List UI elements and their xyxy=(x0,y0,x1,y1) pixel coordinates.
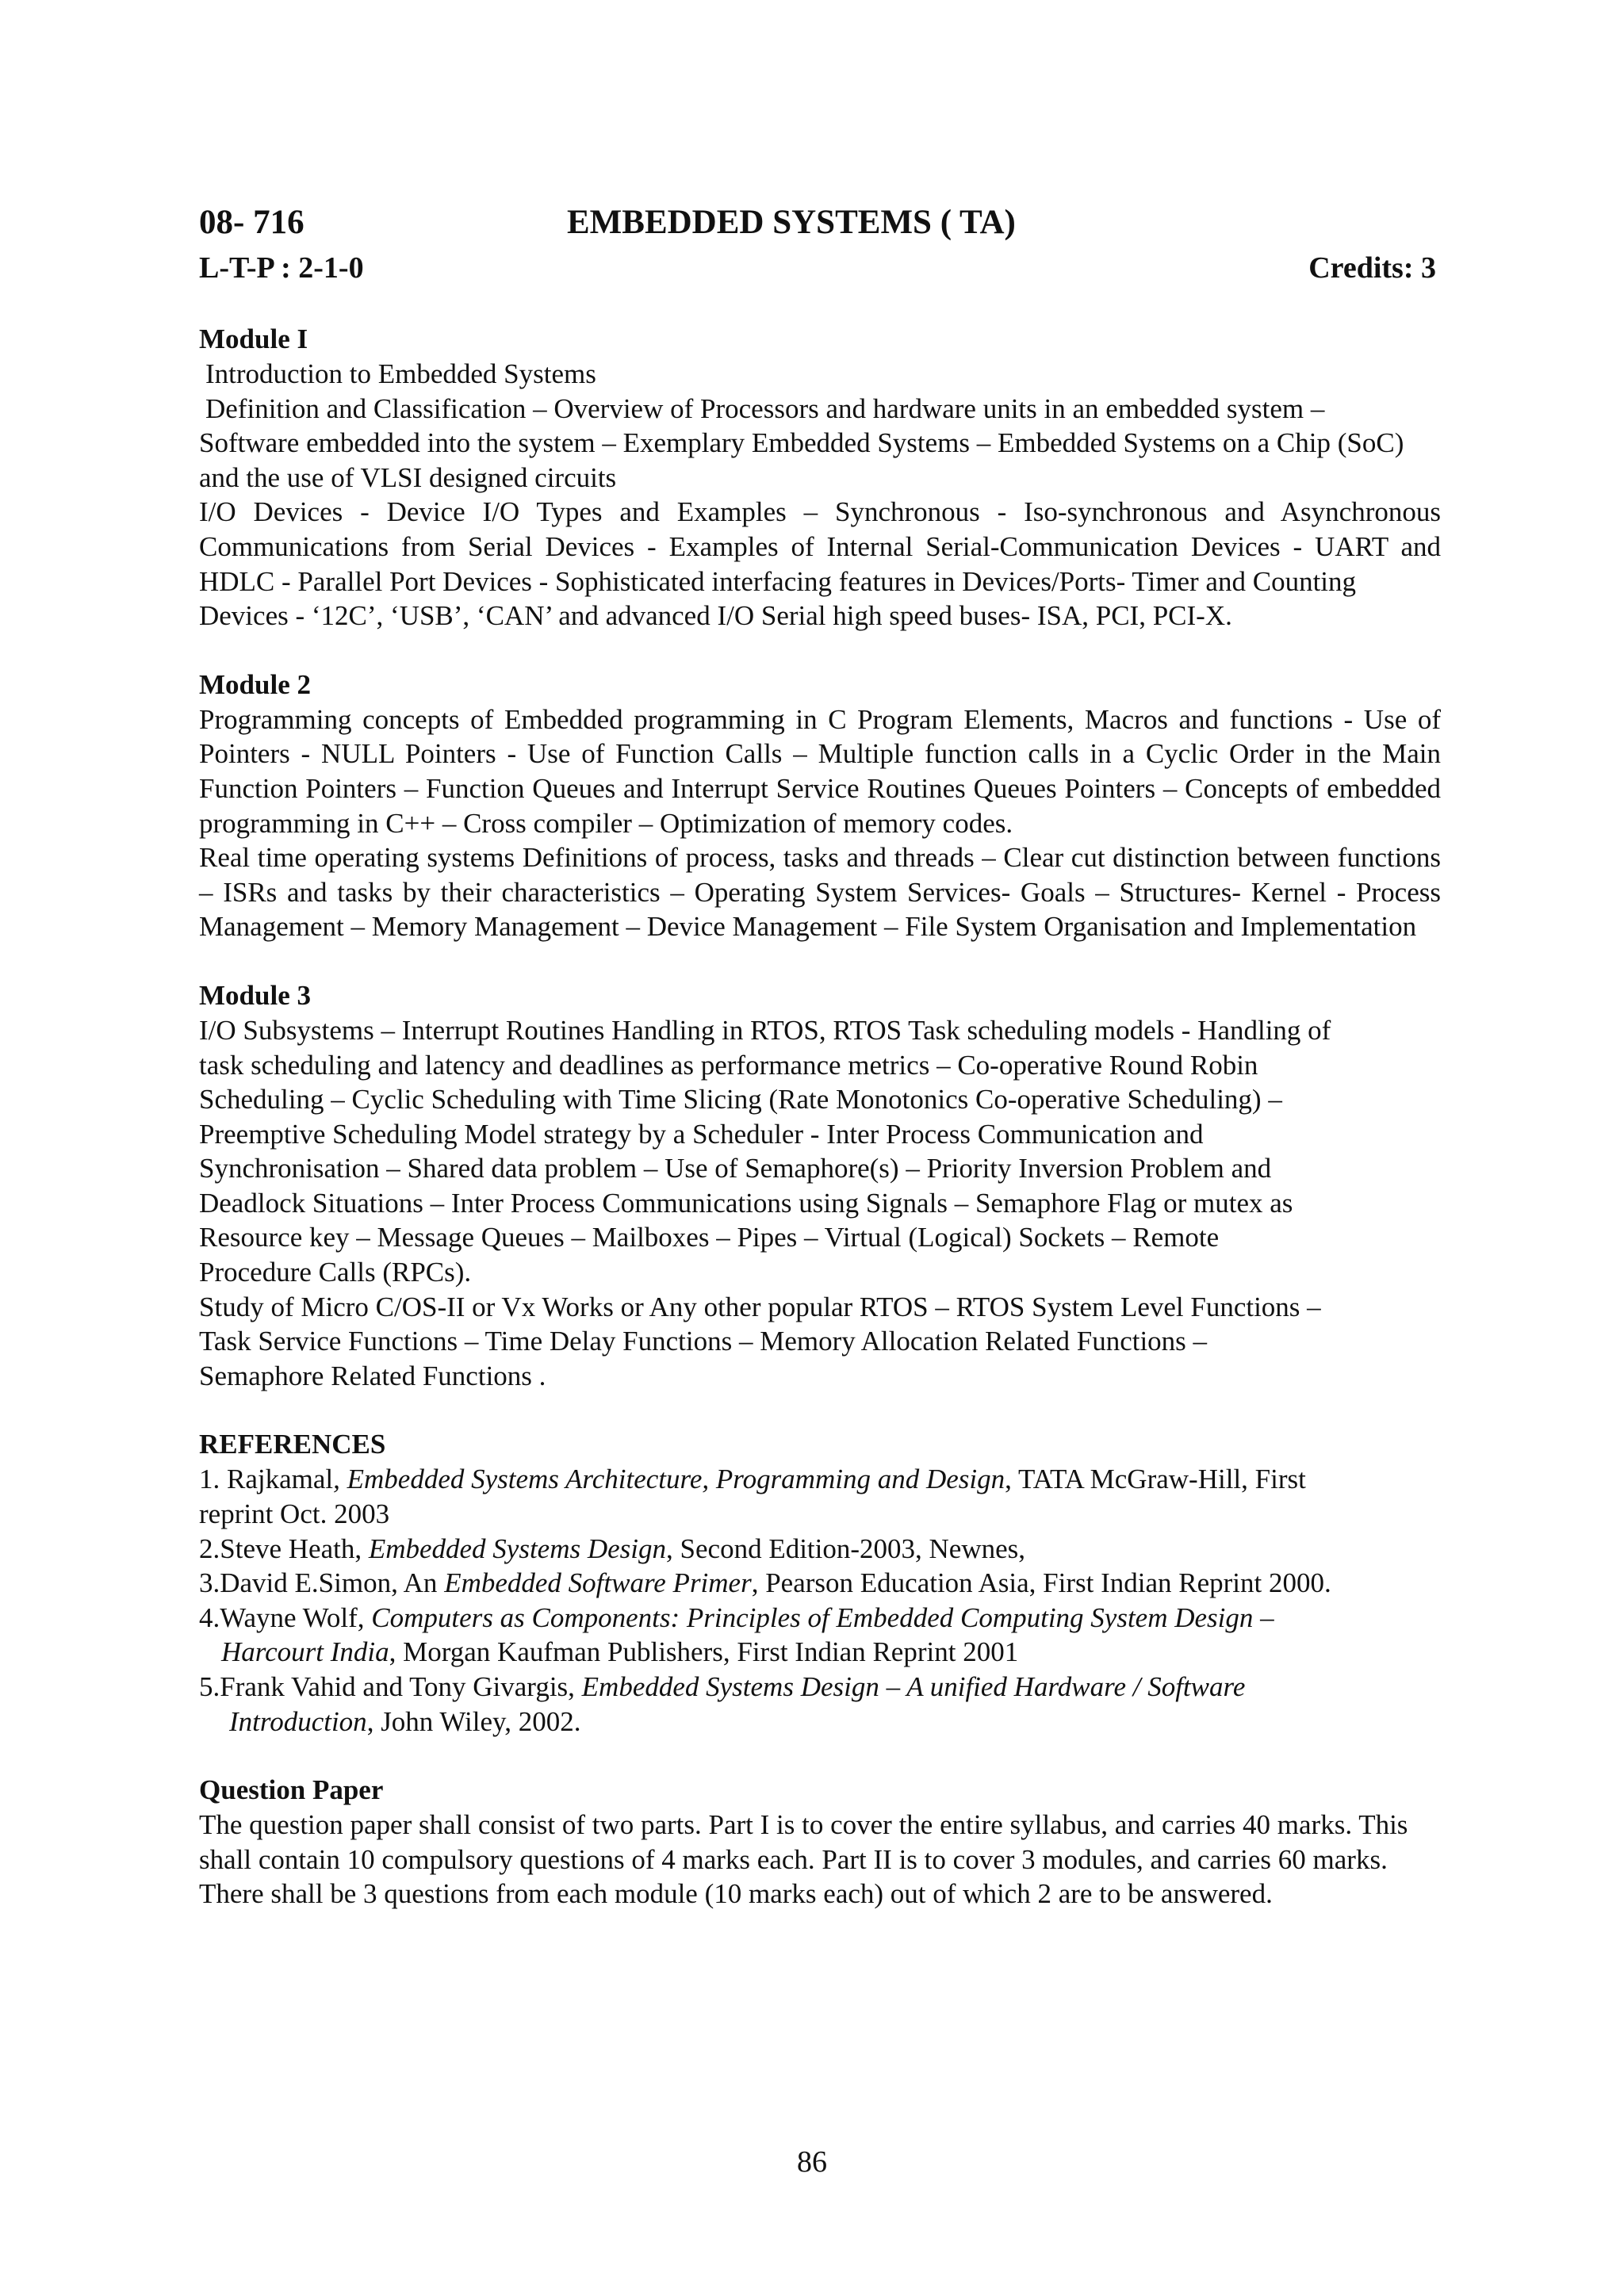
module-3-line: Resource key – Message Queues – Mailboxes – Pipes – Virtual (Logical) Sockets – Remote xyxy=(199,1222,1220,1253)
reference-title: , Embedded Systems Architecture, Programming and Design xyxy=(333,1464,1005,1495)
reference-title: Embedded Software Primer xyxy=(444,1567,752,1599)
reference-item xyxy=(199,1532,1441,1567)
reference-title: Embedded Systems Design xyxy=(368,1533,667,1564)
question-paper-text: The question paper shall consist of two parts. Part I is to cover the entire syllabus, and carries 40 marks. This shall contain 10 compulsory questions of 4 marks each. Part II is to cover 3 modules, and carries 60 marks. There shall be 3 questions from each module (10 marks each) out of which 2 are to be answered. xyxy=(199,1809,1408,1910)
module-3-line: Procedure Calls (RPCs). xyxy=(199,1257,472,1288)
reference-item xyxy=(199,1601,1441,1636)
question-paper xyxy=(199,1773,1441,1911)
module-3-line: Scheduling – Cyclic Scheduling with Time Slicing (Rate Monotonics Co-operative Scheduling) – xyxy=(199,1084,1282,1115)
reference-item xyxy=(199,1462,1441,1497)
module-3 xyxy=(199,978,1441,1394)
reference-author: 5.Frank Vahid and Tony Givargis, xyxy=(199,1671,582,1702)
page-number: 86 xyxy=(797,2145,827,2179)
module-2 xyxy=(199,668,1441,944)
ltp-row xyxy=(199,247,1441,289)
course-code: 08- 716 xyxy=(199,204,304,241)
module-3-line: Study of Micro C/OS-II or Vx Works or Any other popular RTOS – RTOS System Level Functions – xyxy=(199,1291,1321,1322)
reference-title: Embedded Systems Design – A unified Hardware / Software xyxy=(581,1671,1246,1702)
references-heading: REFERENCES xyxy=(199,1429,386,1460)
reference-continuation xyxy=(199,1635,1441,1670)
reference-author: 2.Steve Heath, xyxy=(199,1533,369,1564)
module-3-heading: Module 3 xyxy=(199,979,311,1011)
reference-author: 4.Wayne Wolf, xyxy=(199,1601,372,1633)
references xyxy=(199,1427,1441,1739)
module-3-line: task scheduling and latency and deadlines as performance metrics – Co-operative Round Robin xyxy=(199,1049,1258,1081)
module-3-line: Preemptive Scheduling Model strategy by a Scheduler - Inter Process Communication and xyxy=(199,1118,1204,1150)
module-2-paragraph: Programming concepts of Embedded programming in C Program Elements, Macros and functions - Use of Pointers - NULL Pointers - Use of Function Calls – Multiple function calls in a Cyclic Order in the Main Function Pointers – Function Queues and Interrupt Service Routines Queues Pointers – Concepts of embedded programming in C++ – Cross compiler – Optimization of memory codes. xyxy=(199,703,1441,839)
reference-publisher: , TATA McGraw-Hill, First xyxy=(1005,1464,1306,1495)
credits-label: Credits: 3 xyxy=(1308,251,1436,285)
reference-item xyxy=(199,1670,1441,1705)
reference-title: Computers as Components: Principles of Embedded Computing System Design – xyxy=(371,1601,1274,1633)
reference-continuation xyxy=(199,1705,1441,1739)
reference-author: 1. Rajkamal xyxy=(199,1464,334,1495)
reference-item xyxy=(199,1566,1441,1601)
reference-title: Harcourt India xyxy=(221,1636,389,1668)
reference-publisher: , Pearson Education Asia, First Indian Reprint 2000. xyxy=(751,1567,1331,1599)
reference-publisher: , Morgan Kaufman Publishers, First Indian Reprint 2001 xyxy=(389,1636,1019,1668)
module-1-line: Introduction to Embedded Systems xyxy=(205,358,596,389)
module-3-line: Task Service Functions – Time Delay Functions – Memory Allocation Related Functions – xyxy=(199,1326,1208,1357)
reference-author: 3.David E.Simon, An xyxy=(199,1567,445,1599)
module-3-line: Deadlock Situations – Inter Process Communications using Signals – Semaphore Flag or mutex as xyxy=(199,1187,1293,1219)
module-3-line: Semaphore Related Functions . xyxy=(199,1360,546,1391)
reference-continuation: reprint Oct. 2003 xyxy=(199,1498,390,1530)
reference-publisher: , John Wiley, 2002. xyxy=(366,1705,581,1737)
module-3-line: Synchronisation – Shared data problem – Use of Semaphore(s) – Priority Inversion Problem and xyxy=(199,1153,1272,1184)
ltp-label: L-T-P : 2-1-0 xyxy=(199,251,364,285)
reference-title: Introduction xyxy=(229,1705,367,1737)
module-2-paragraph: Real time operating systems Definitions of process, tasks and threads – Clear cut distinction between functions – ISRs and tasks by their characteristics – Operating System Services- Goals – Structures- Kernel - Process Management – Memory Management – Device Management – File System Organisation and Implementation xyxy=(199,842,1441,943)
module-3-line: I/O Subsystems – Interrupt Routines Handling in RTOS, RTOS Task scheduling models - Handling of xyxy=(199,1014,1331,1046)
module-1 xyxy=(199,322,1441,633)
course-title: EMBEDDED SYSTEMS ( TA) xyxy=(567,204,1016,241)
module-1-paragraph: Devices - ‘12C’, ‘USB’, ‘CAN’ and advanced I/O Serial high speed buses- ISA, PCI, PCI-X. xyxy=(199,600,1232,632)
title-row xyxy=(199,198,1441,247)
module-2-heading: Module 2 xyxy=(199,668,311,700)
module-1-paragraph: Software embedded into the system – Exemplary Embedded Systems – Embedded Systems on a Chip (SoC) and the use of VLSI designed circuits xyxy=(199,427,1404,493)
question-paper-heading: Question Paper xyxy=(199,1774,384,1806)
module-1-heading: Module I xyxy=(199,323,308,354)
reference-publisher: , Second Edition-2003, Newnes, xyxy=(666,1533,1026,1564)
syllabus-page xyxy=(199,198,1441,1911)
module-1-paragraph: I/O Devices - Device I/O Types and Examples – Synchronous - Iso-synchronous and Asynchronous Communications from Serial Devices - Examples of Internal Serial-Communication Devices - UART and HDLC - Parallel Port Devices - Sophisticated interfacing features in Devices/Ports- Timer and Counting xyxy=(199,496,1441,597)
module-1-line: Definition and Classification – Overview of Processors and hardware units in an embedded system – xyxy=(205,392,1325,424)
